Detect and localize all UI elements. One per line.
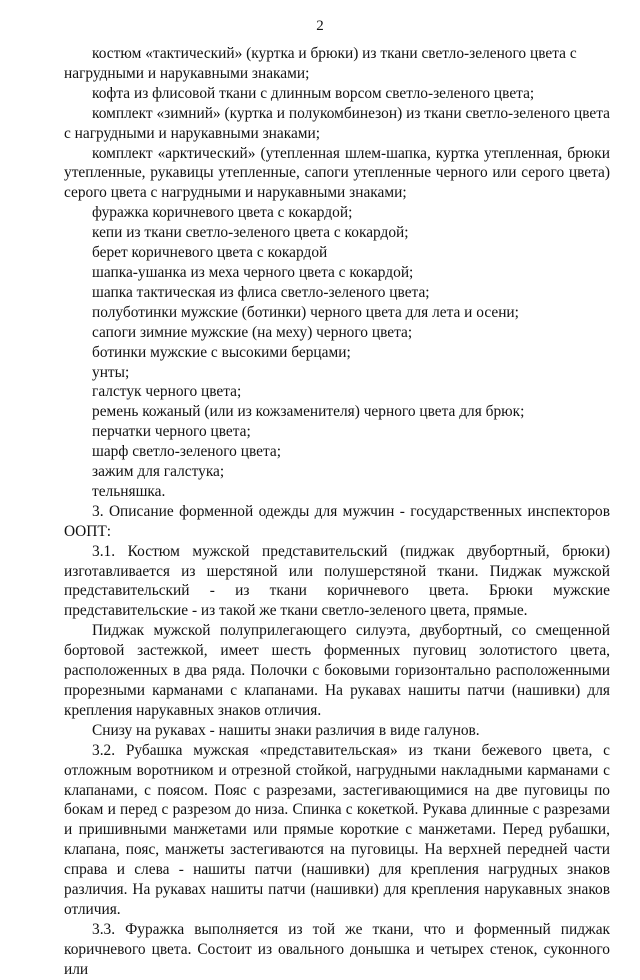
paragraph: шапка тактическая из флиса светло-зеленого цвета; — [92, 283, 430, 301]
paragraph: костюм «тактический» (куртка и брюки) из ткани светло-зеленого цвета с нагрудными и нарукавными знаками; — [64, 45, 577, 82]
paragraph: шарф светло-зеленого цвета; — [92, 443, 281, 461]
paragraph: 3.2. Рубашка мужская «представительская» из ткани бежевого цвета, с отложным воротником и отрезной стойкой, нагрудными накладными карманами с клапанами, с поясом. Пояс с разрезами, застегивающимися на две пуговицы по бокам и перед с разрезом до низа. Спинка с кокеткой. Рукава длинные с разрезами и пришивными манжетами или прямые короткие с манжетами. Перед рубашки, клапана, пояс, манжеты застегиваются на пуговицы. На верхней передней части справа и слева - нашиты патчи (нашивки) для крепления нагрудных знаков различия. На рукавах нашиты патчи (нашивки) для крепления нарукавных знаков отличия. — [64, 741, 610, 918]
paragraph: Пиджак мужской полуприлегающего силуэта, двубортный, со смещенной бортовой застежкой, имеет шесть форменных пуговиц золотистого цвета, расположенных в два ряда. Полочки с боковыми горизонтально расположенными прорезными карманами с клапанами. На рукавах нашиты патчи (нашивки) для крепления нарукавных знаков отличия. — [64, 622, 610, 719]
paragraph: галстук черного цвета; — [92, 383, 242, 401]
paragraph: тельняшка. — [92, 482, 166, 500]
paragraph: перчатки черного цвета; — [92, 423, 251, 441]
paragraph: комплект «зимний» (куртка и полукомбинезон) из ткани светло-зеленого цвета с нагрудными и нарукавными знаками; — [64, 104, 610, 142]
paragraph: ботинки мужские с высокими берцами; — [92, 343, 351, 361]
paragraph: комплект «арктический» (утепленная шлем-шапка, куртка утепленная, брюки утепленные, рукавицы утепленные, сапоги утепленные черного или серого цвета) серого цвета с нагрудными и нарукавными знаками; — [64, 144, 610, 202]
paragraph: полуботинки мужские (ботинки) черного цвета для лета и осени; — [92, 303, 519, 321]
paragraph: берет коричневого цвета с кокардой — [92, 244, 328, 262]
paragraph: 3. Описание форменной одежды для мужчин - государственных инспекторов ООПТ: — [64, 502, 610, 540]
paragraph: ремень кожаный (или из кожзаменителя) черного цвета для брюк; — [92, 403, 525, 421]
paragraph: шапка-ушанка из меха черного цвета с кокардой; — [92, 263, 414, 281]
paragraph: 3.1. Костюм мужской представительский (пиджак двубортный, брюки) изготавливается из шерстяной или полушерстяной ткани. Пиджак мужской представительский - из ткани коричневого цвета. Брюки мужские представительские - из такой же ткани светло-зеленого цвета, прямые. — [64, 542, 610, 620]
paragraph: 3.3. Фуражка выполняется из той же ткани, что и форменный пиджак коричневого цвета. Состоит из овального донышка и четырех стенок, суконного или — [64, 920, 610, 978]
paragraph: фуражка коричневого цвета с кокардой; — [92, 204, 353, 222]
document-body — [64, 44, 610, 980]
paragraph: сапоги зимние мужские (на меху) черного цвета; — [92, 323, 413, 341]
paragraph: кофта из флисовой ткани с длинным ворсом светло-зеленого цвета; — [92, 84, 535, 102]
paragraph: Снизу на рукавах - нашиты знаки различия в виде галунов. — [92, 721, 480, 739]
paragraph: унты; — [92, 363, 130, 381]
paragraph: зажим для галстука; — [92, 463, 225, 481]
paragraph: кепи из ткани светло-зеленого цвета с кокардой; — [92, 224, 409, 242]
page-number: 2 — [316, 18, 324, 34]
